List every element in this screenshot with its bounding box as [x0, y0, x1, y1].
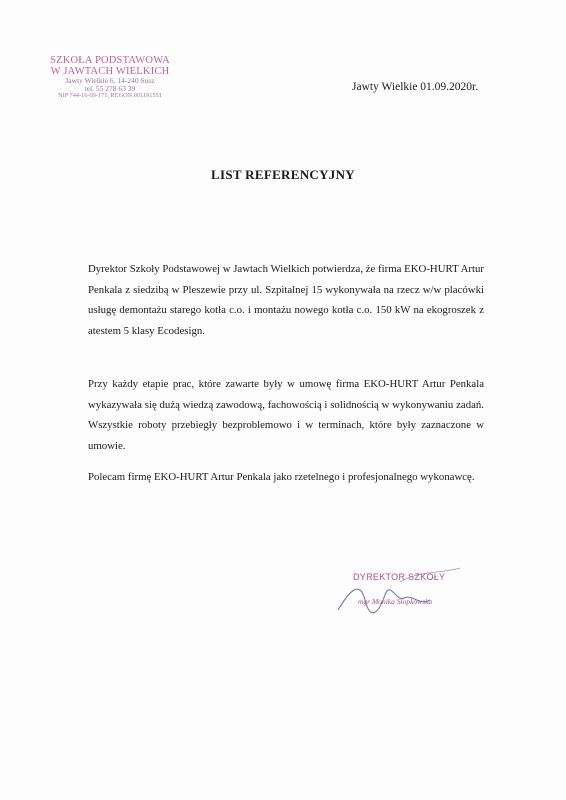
letter-title: LIST REFERENCYJNY: [211, 167, 355, 182]
handwritten-signature: [330, 560, 490, 620]
director-stamp: DYREKTOR SZKOŁY: [353, 572, 446, 582]
letter-date: Jawty Wielkie 01.09.2020r.: [352, 81, 479, 93]
school-stamp: [30, 55, 190, 99]
paragraph-confirmation: Dyrektor Szkoły Podstawowej w Jawtach Wielkich potwierdza, że firma EKO-HURT Artur Penkala z siedzibą w Pleszewie przy ul. Szpitalnej 15 wykonywała na rzecz w/w placówki usługę demontażu starego kotła c.o. i montażu nowego kotła c.o. 150 kW na ekogroszek z atestem 5 klasy Ecodesign.: [88, 263, 484, 337]
paragraph-evaluation: Przy każdy etapie prac, które zawarte były w umowę firma EKO-HURT Artur Penkala wykazywała się dużą wiedzą zawodową, fachowością i solidnością w wykonywaniu zadań. Wszystkie roboty przebiegły bezproblemowo i w terminach, które były zaznaczone w umowie.: [88, 378, 484, 452]
stamp-line-location: W JAWTACH WIELKICH: [50, 66, 170, 78]
stamp-line-nip-regon: NIP 744-16-09-171, REGON 001191551: [58, 91, 162, 99]
stamp-line-phone: tel. 55 278 63 39: [84, 83, 136, 93]
stamp-line-school-name: SZKOŁA PODSTAWOWA: [50, 55, 170, 66]
director-name: mgr Monika Słopkowska: [358, 597, 433, 606]
stamp-line-address: Jawty Wielkie 6, 14-240 Susz: [65, 76, 155, 86]
paragraph-recommendation: Polecam firmę EKO-HURT Artur Penkala jako rzetelnego i profesjonalnego wykonawcę.: [88, 471, 475, 483]
